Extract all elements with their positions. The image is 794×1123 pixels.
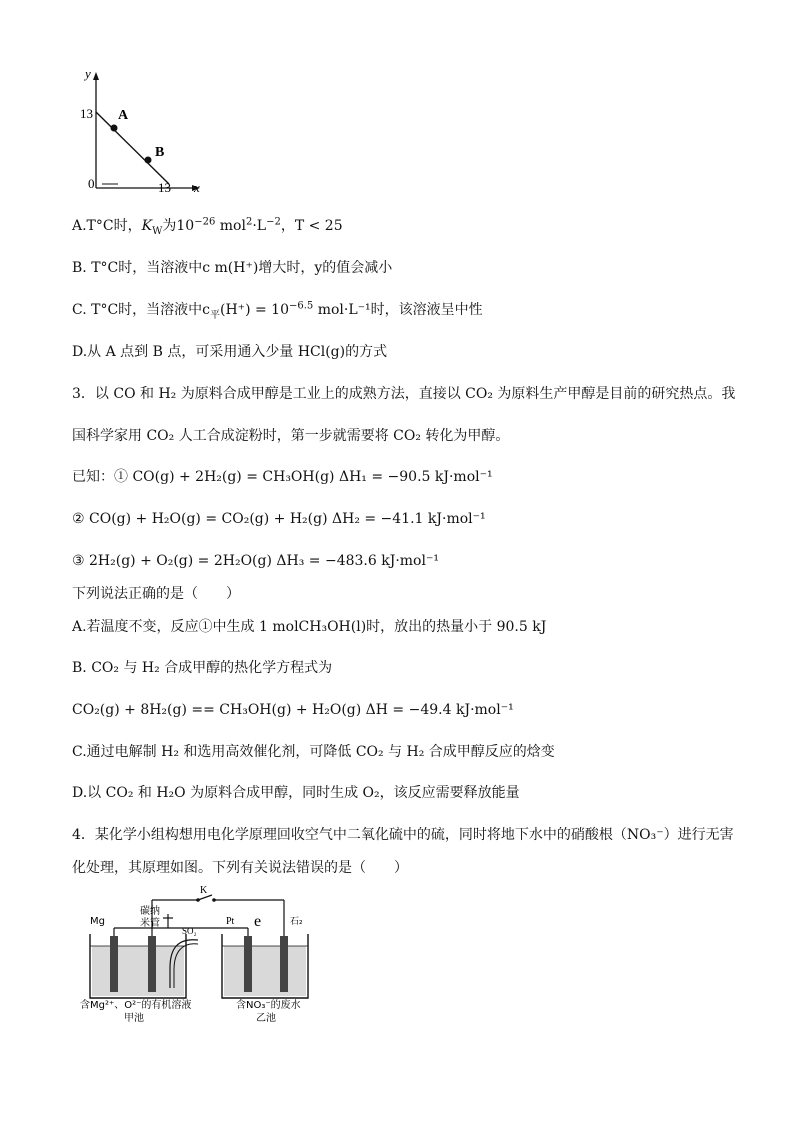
point-a-label: A	[118, 108, 129, 123]
mg-label: Mg	[90, 916, 105, 927]
q2-option-c-mid: (H⁺) = 10	[220, 302, 289, 318]
q2-option-b: B. T°C时，当溶液中c m(H⁺)增大时，y的值会减小	[72, 260, 393, 276]
q3-option-b: B. CO₂ 与 H₂ 合成甲醇的热化学方程式为	[72, 660, 333, 676]
q2-option-a-mid: 为10	[162, 218, 195, 234]
kw-sub: W	[152, 225, 163, 237]
q2-option-a-exp: −26	[194, 216, 216, 228]
cnt-label-line-1: 碳纳	[140, 906, 160, 917]
unit-mol: mol	[215, 218, 246, 234]
q3-stem-line-1: 3．以 CO 和 H₂ 为原料合成甲醇是工业上的成熟方法，直接以 CO₂ 为原料生产甲醇是目前的研究热点。我	[72, 386, 736, 402]
y-tick-13: 13	[80, 106, 93, 121]
x-tick-13: 13	[158, 180, 171, 195]
unit-mol-exp: 2	[245, 216, 253, 228]
q3-option-a: A.若温度不变，反应①中生成 1 molCH₃OH(l)时，放出的热量小于 90.5 kJ	[72, 619, 547, 635]
y-axis-label: y	[85, 66, 91, 81]
q2-option-a-tail: ，T < 25	[280, 218, 343, 234]
q3-known-1: 已知：① CO(g) + 2H₂(g) = CH₃OH(g) ΔH₁ = −90.5 kJ·mol⁻¹	[72, 469, 493, 485]
q4-stem-line-2: 化处理，其原理如图。下列有关说法错误的是（ ）	[72, 860, 408, 876]
point-b-dot	[145, 157, 152, 164]
q3-option-d: D.以 CO₂ 和 H₂O 为原料合成甲醇，同时生成 O₂，该反应需要释放能量	[72, 785, 520, 801]
unit-l-exp: −2	[266, 216, 281, 228]
right-electrode	[280, 936, 288, 992]
q3-stem-line-2: 国科学家用 CO₂ 人工合成淀粉时，第一步就需要将 CO₂ 转化为甲醇。	[72, 428, 510, 444]
right-beaker-solution	[224, 946, 306, 996]
q3-prompt: 下列说法正确的是（ ）	[72, 586, 240, 602]
q2-option-c-pre: C. T°C时，当溶液中c	[72, 302, 211, 318]
kw-symbol: K	[141, 218, 153, 234]
q3-option-c: C.通过电解制 H₂ 和选用高效催化剂，可降低 CO₂ 与 H₂ 合成甲醇反应的焓变	[72, 744, 555, 760]
q3-option-b-equation: CO₂(g) + 8H₂(g) == CH₃OH(g) + H₂O(g) ΔH = −49.4 kJ·mol⁻¹	[72, 702, 514, 718]
switch-label: K	[200, 885, 208, 896]
left-solution-caption: 含Mg²⁺、O²⁻的有机溶液	[80, 1000, 192, 1011]
so2-label: SO₂	[182, 926, 197, 936]
pt-electrode	[244, 936, 252, 992]
point-b-label: B	[155, 145, 165, 160]
origin-label: 0	[88, 176, 95, 191]
cnt-label-line-2: 米管	[140, 918, 160, 929]
q2-option-a	[72, 216, 343, 236]
left-cell-name: 甲池	[124, 1013, 144, 1024]
q2-option-c-exp: −6.5	[288, 300, 314, 312]
q3-known-3: ③ 2H₂(g) + O₂(g) = 2H₂O(g) ΔH₃ = −483.6 kJ·mol⁻¹	[72, 553, 439, 569]
pt-label: Pt	[226, 916, 235, 927]
mg-electrode	[110, 936, 118, 992]
q2-option-d: D.从 A 点到 B 点，可采用通入少量 HCl(g)的方式	[72, 344, 388, 360]
unit-l: ·L	[252, 218, 267, 234]
right-cell-name: 乙池	[256, 1013, 276, 1024]
point-a-dot	[111, 125, 118, 132]
cnt-electrode	[148, 936, 156, 992]
q2-option-c-tail: mol·L⁻¹时，该溶液呈中性	[313, 302, 483, 318]
q4-stem-line-1: 4．某化学小组构想用电化学原理回收空气中二氧化硫中的硫，同时将地下水中的硝酸根（NO₃⁻）进行无害	[72, 827, 734, 843]
right-electrode-label: 石₂	[290, 917, 303, 927]
right-solution-caption: 含NO₃⁻的废水	[236, 1000, 301, 1011]
q2-option-c	[72, 300, 483, 320]
c-sub: 平	[210, 309, 221, 321]
q3-known-2: ② CO(g) + H₂O(g) = CO₂(g) + H₂(g) ΔH₂ = −41.1 kJ·mol⁻¹	[72, 511, 486, 527]
y-vs-x-graph	[80, 66, 220, 196]
q2-option-a-pre: A.T°C时，	[72, 218, 142, 234]
electrochem-apparatus-diagram	[78, 884, 358, 1024]
x-axis-label: x	[194, 180, 200, 195]
electron-label: e	[254, 913, 262, 930]
y-axis-arrow	[93, 72, 99, 80]
